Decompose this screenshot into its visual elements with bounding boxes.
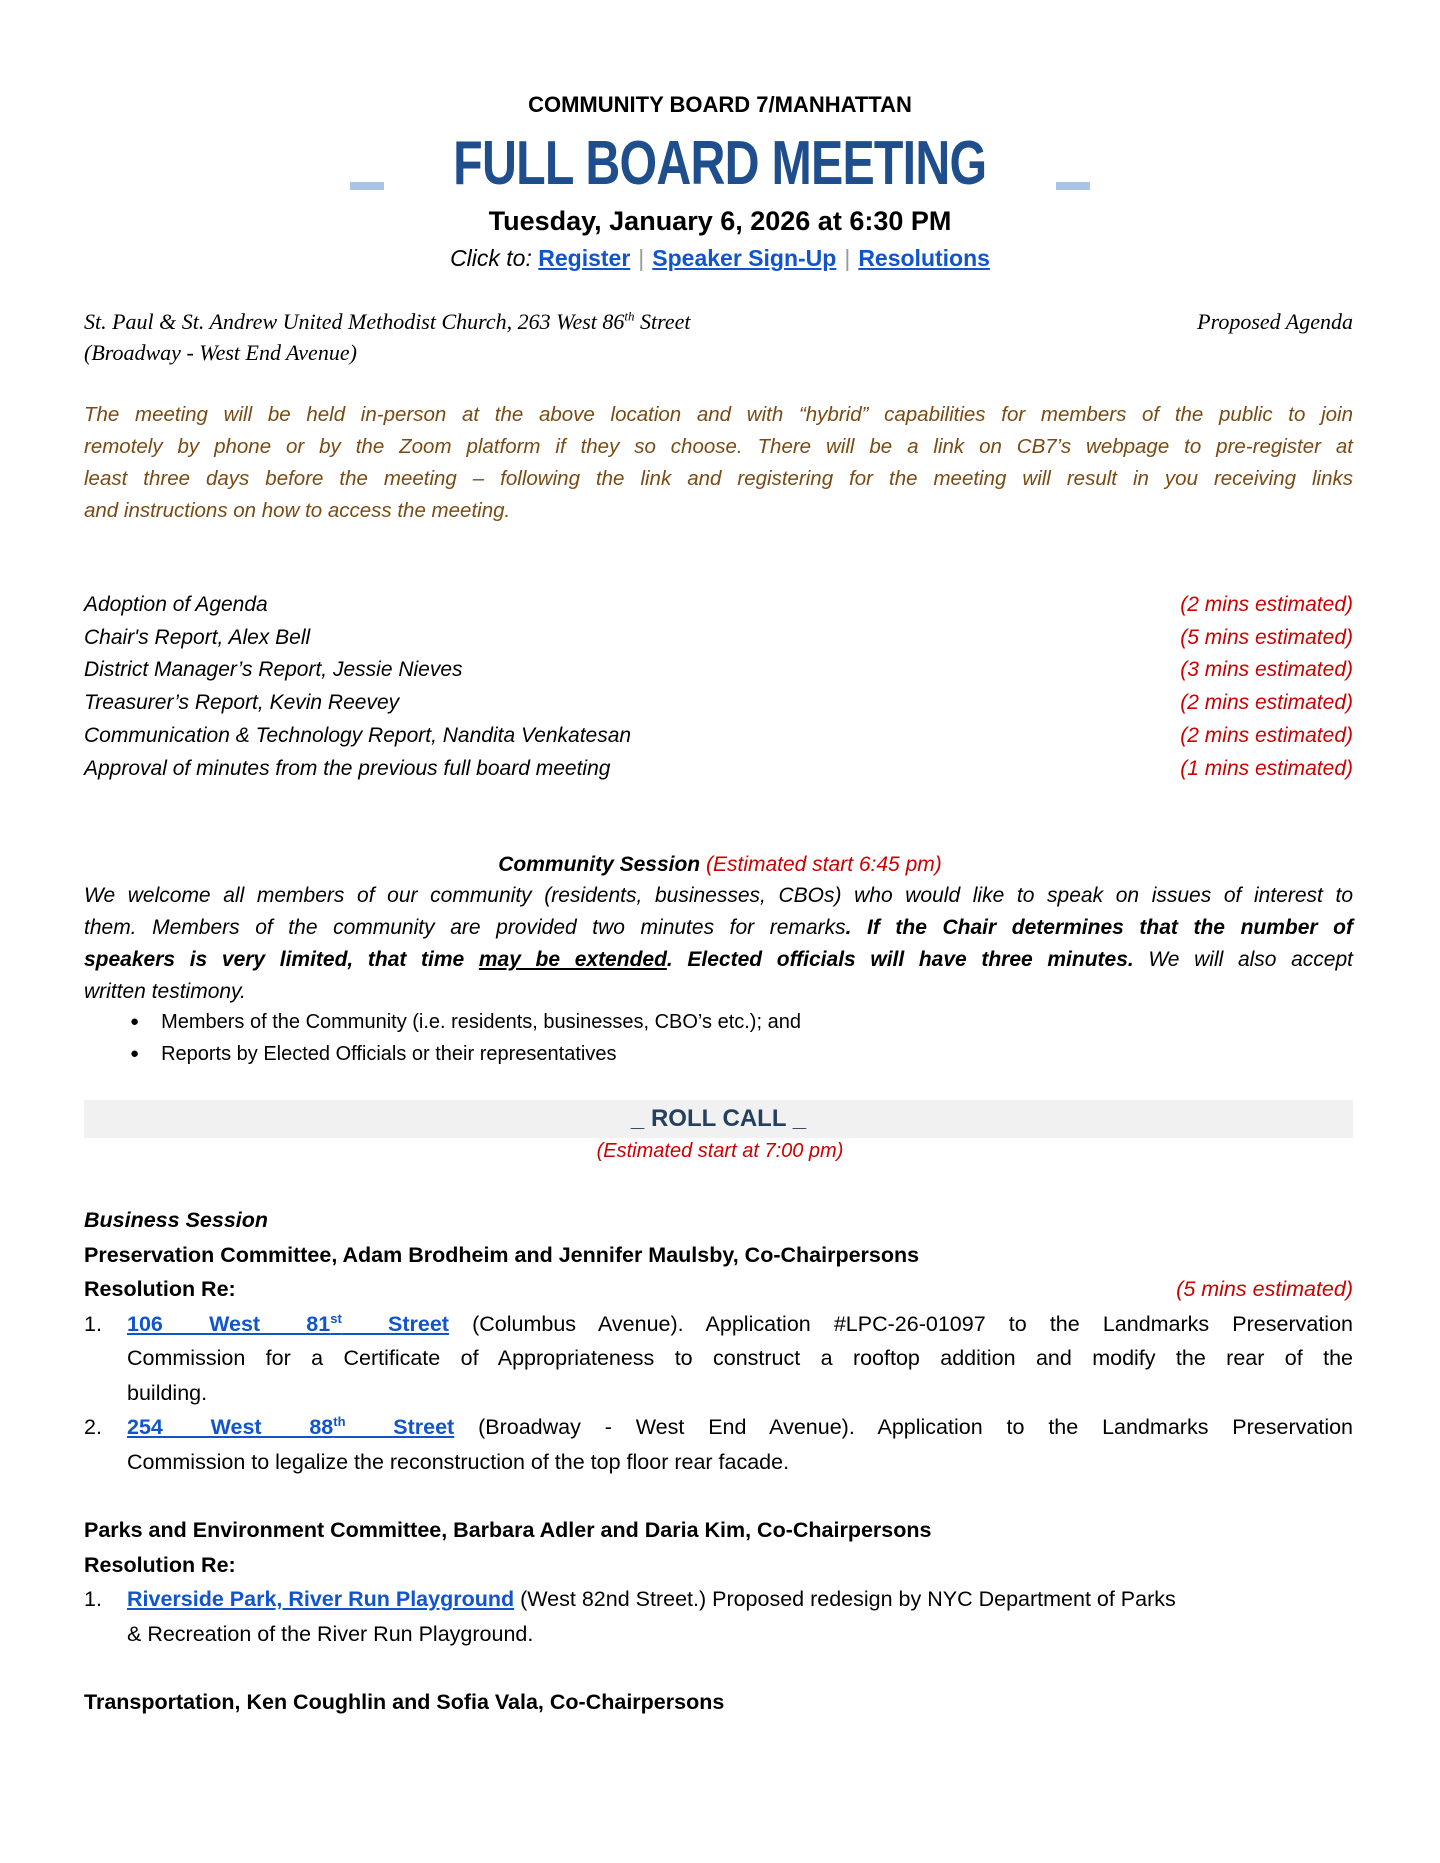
- agenda-item: Adoption of Agenda (2 mins estimated): [84, 593, 1353, 616]
- business-session: [84, 1203, 1353, 1720]
- resolution-row: Resolution Re: (5 mins estimated): [84, 1277, 1353, 1301]
- agenda-list: [84, 589, 1353, 785]
- resolution-item: 2. 254 West 88th Street (Broadway - West End Avenue). Application to the Landmarks Preservation Commission to legalize the reconstruction of the top floor rear facade.: [84, 1413, 1354, 1474]
- business-session-title: Business Session: [84, 1208, 269, 1232]
- separator: |: [844, 245, 851, 271]
- roll-call-start: (Estimated start at 7:00 pm): [596, 1140, 844, 1162]
- resolution-item: 1. Riverside Park, River Run Playground (West 82nd Street.) Proposed redesign by NYC Department of Parks & Recreation of the River Run Playground.: [84, 1587, 1176, 1646]
- committee-heading: Parks and Environment Committee, Barbara Adler and Daria Kim, Co-Chairpersons: [84, 1518, 932, 1542]
- notice-line: least three days before the meeting – following the link and registering for the meeting will result in you receiving links: [84, 467, 1353, 490]
- text-line: them. Members of the community are provided two minutes for remarks. If the Chair determines that the number of: [84, 916, 1353, 939]
- bullet-item: ● Reports by Elected Officials or their representatives: [130, 1038, 801, 1070]
- resolution-label: Resolution Re:: [84, 1552, 236, 1577]
- agenda-item: District Manager’s Report, Jessie Nieves (3 mins estimated): [84, 658, 1353, 682]
- location-line2: (Broadway - West End Avenue): [84, 340, 357, 365]
- address-link[interactable]: 106 West 81st Street: [127, 1310, 449, 1336]
- org-name: COMMUNITY BOARD 7/MANHATTAN: [528, 92, 912, 117]
- resolutions-link[interactable]: Resolutions: [858, 245, 990, 271]
- title-text: FULL BOARD MEETING: [453, 129, 987, 198]
- speaker-signup-link[interactable]: Speaker Sign-Up: [652, 245, 837, 271]
- community-session-heading: Community Session (Estimated start 6:45 pm): [498, 853, 942, 876]
- park-link[interactable]: Riverside Park, River Run Playground: [127, 1587, 515, 1611]
- text-line: written testimony.: [84, 980, 246, 1003]
- text-line: speakers is very limited, that time may be extended. Elected officials will have three minutes. We will also accept: [84, 948, 1353, 971]
- address-link[interactable]: 254 West 88th Street: [127, 1413, 455, 1439]
- agenda-item: Approval of minutes from the previous full board meeting (1 mins estimated): [84, 756, 1353, 780]
- meeting-datetime: Tuesday, January 6, 2026 at 6:30 PM: [488, 206, 952, 236]
- community-session-text: [84, 880, 1353, 1008]
- committee-heading: Transportation, Ken Coughlin and Sofia Vala, Co-Chairpersons: [84, 1690, 725, 1714]
- decor-dash: [350, 182, 384, 190]
- register-link[interactable]: Register: [538, 245, 631, 271]
- quick-links: [0, 245, 1440, 272]
- notice-line: and instructions on how to access the meeting.: [84, 499, 511, 522]
- separator: |: [638, 245, 645, 271]
- location-line1: St. Paul & St. Andrew United Methodist Church, 263 West 86th Street: [84, 308, 691, 334]
- roll-call-heading: _ ROLL CALL _: [84, 1100, 1353, 1138]
- text-line: We welcome all members of our community (residents, businesses, CBOs) who would like to speak on issues of interest to: [84, 884, 1353, 907]
- click-label: Click to:: [450, 245, 532, 271]
- resolution-item: 1. 106 West 81st Street (Columbus Avenue). Application #LPC-26-01097 to the Landmarks Preservation Commission for a Certificate of Appropriateness to construct a rooftop addition and modify the rear of the building.: [84, 1310, 1353, 1405]
- committee-heading: Preservation Committee, Adam Brodheim and Jennifer Maulsby, Co-Chairpersons: [84, 1242, 920, 1267]
- notice-line: The meeting will be held in-person at the above location and with “hybrid” capabilities for members of the public to join: [84, 403, 1353, 426]
- agenda-item: Chair's Report, Alex Bell (5 mins estimated): [84, 625, 1353, 649]
- notice-line: remotely by phone or by the Zoom platform if they so choose. There will be a link on CB7’s webpage to pre-register at: [84, 435, 1353, 458]
- decor-dash: [1056, 182, 1090, 190]
- hybrid-notice: [84, 399, 1353, 527]
- community-bullets: [130, 1006, 801, 1070]
- bullet-item: ● Members of the Community (i.e. residents, businesses, CBO’s etc.); and: [130, 1006, 801, 1038]
- page-title: [0, 128, 1440, 199]
- agenda-item: Treasurer’s Report, Kevin Reevey (2 mins estimated): [84, 691, 1353, 715]
- agenda-item: Communication & Technology Report, Nandita Venkatesan (2 mins estimated): [84, 723, 1353, 747]
- proposed-agenda-label: Proposed Agenda: [1197, 309, 1353, 334]
